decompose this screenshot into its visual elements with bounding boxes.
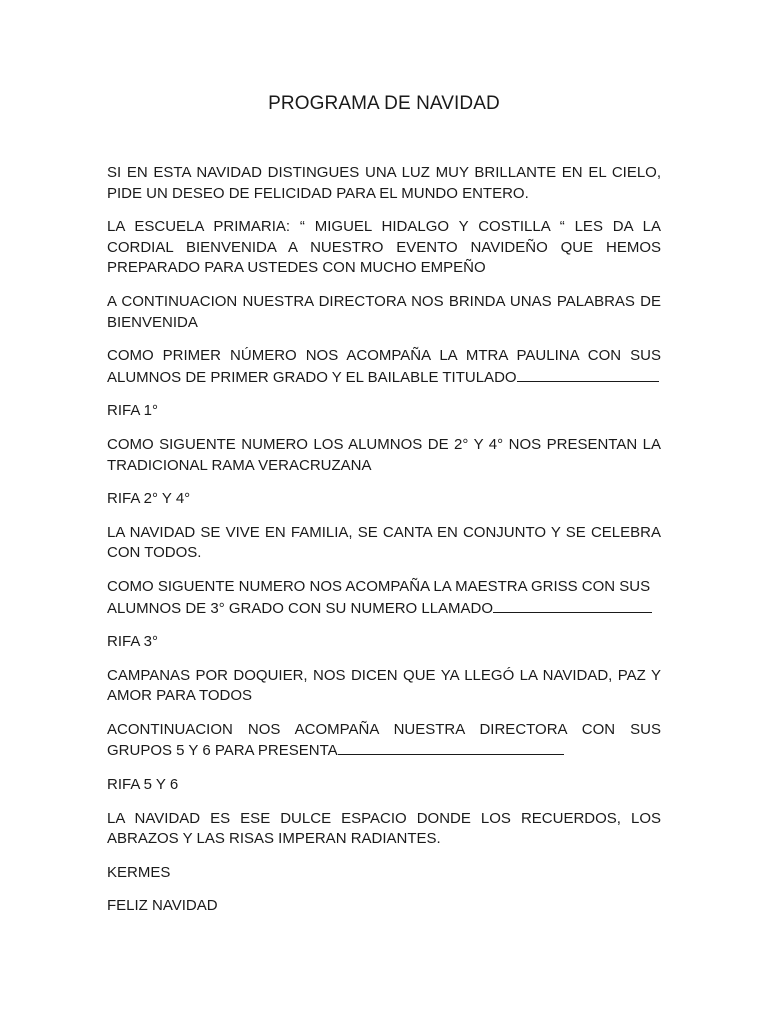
paragraph-raffle-1: RIFA 1° [107, 402, 159, 420]
blank-line [338, 740, 564, 755]
paragraph-third-number [107, 577, 661, 619]
paragraph-raffle-5-6: RIFA 5 Y 6 [107, 776, 179, 794]
paragraph-bells: CAMPANAS POR DOQUIER, NOS DICEN QUE YA LLEGÓ LA NAVIDAD, PAZ Y AMOR PARA TODOS [107, 666, 661, 705]
blank-line [517, 367, 659, 382]
third-number-text: COMO SIGUENTE NUMERO NOS ACOMPAÑA LA MAESTRA GRISS CON SUS ALUMNOS DE 3° GRADO CON SU NUMERO LLAMADO [107, 577, 651, 617]
paragraph-raffle-2-4: RIFA 2° Y 4° [107, 490, 191, 508]
paragraph-second-number: COMO SIGUENTE NUMERO LOS ALUMNOS DE 2° Y 4° NOS PRESENTAN LA TRADICIONAL RAMA VERACRUZANA [107, 435, 661, 474]
paragraph-intro-wish: SI EN ESTA NAVIDAD DISTINGUES UNA LUZ MUY BRILLANTE EN EL CIELO, PIDE UN DESEO DE FELICIDAD PARA EL MUNDO ENTERO. [107, 164, 661, 202]
blank-line [493, 598, 652, 613]
paragraph-kermes: KERMES [107, 863, 171, 881]
paragraph-school-welcome: LA ESCUELA PRIMARIA: “ MIGUEL HIDALGO Y COSTILLA “ LES DA LA CORDIAL BIENVENIDA A NUESTRO EVENTO NAVIDEÑO QUE HEMOS PREPARADO PARA USTEDES CON MUCHO EMPEÑO [107, 218, 661, 277]
paragraph-groups-5-6 [107, 720, 661, 762]
paragraph-family-christmas: LA NAVIDAD SE VIVE EN FAMILIA, SE CANTA EN CONJUNTO Y SE CELEBRA CON TODOS. [107, 523, 661, 562]
paragraph-sweet-space: LA NAVIDAD ES ESE DULCE ESPACIO DONDE LOS RECUERDOS, LOS ABRAZOS Y LAS RISAS IMPERAN RADIANTES. [107, 809, 661, 848]
paragraph-director-words: A CONTINUACION NUESTRA DIRECTORA NOS BRINDA UNAS PALABRAS DE BIENVENIDA [107, 292, 661, 331]
paragraph-first-number [107, 346, 661, 388]
first-number-text: COMO PRIMER NÚMERO NOS ACOMPAÑA LA MTRA PAULINA CON SUS ALUMNOS DE PRIMER GRADO Y EL BAILABLE TITULADO [107, 347, 661, 386]
paragraph-raffle-3: RIFA 3° [107, 633, 159, 651]
document-title: PROGRAMA DE NAVIDAD [268, 93, 500, 114]
paragraph-closing: FELIZ NAVIDAD [107, 897, 218, 915]
groups-5-6-text: ACONTINUACION NOS ACOMPAÑA NUESTRA DIRECTORA CON SUS GRUPOS 5 Y 6 PARA PRESENTA [107, 720, 661, 760]
document-body [107, 163, 661, 930]
